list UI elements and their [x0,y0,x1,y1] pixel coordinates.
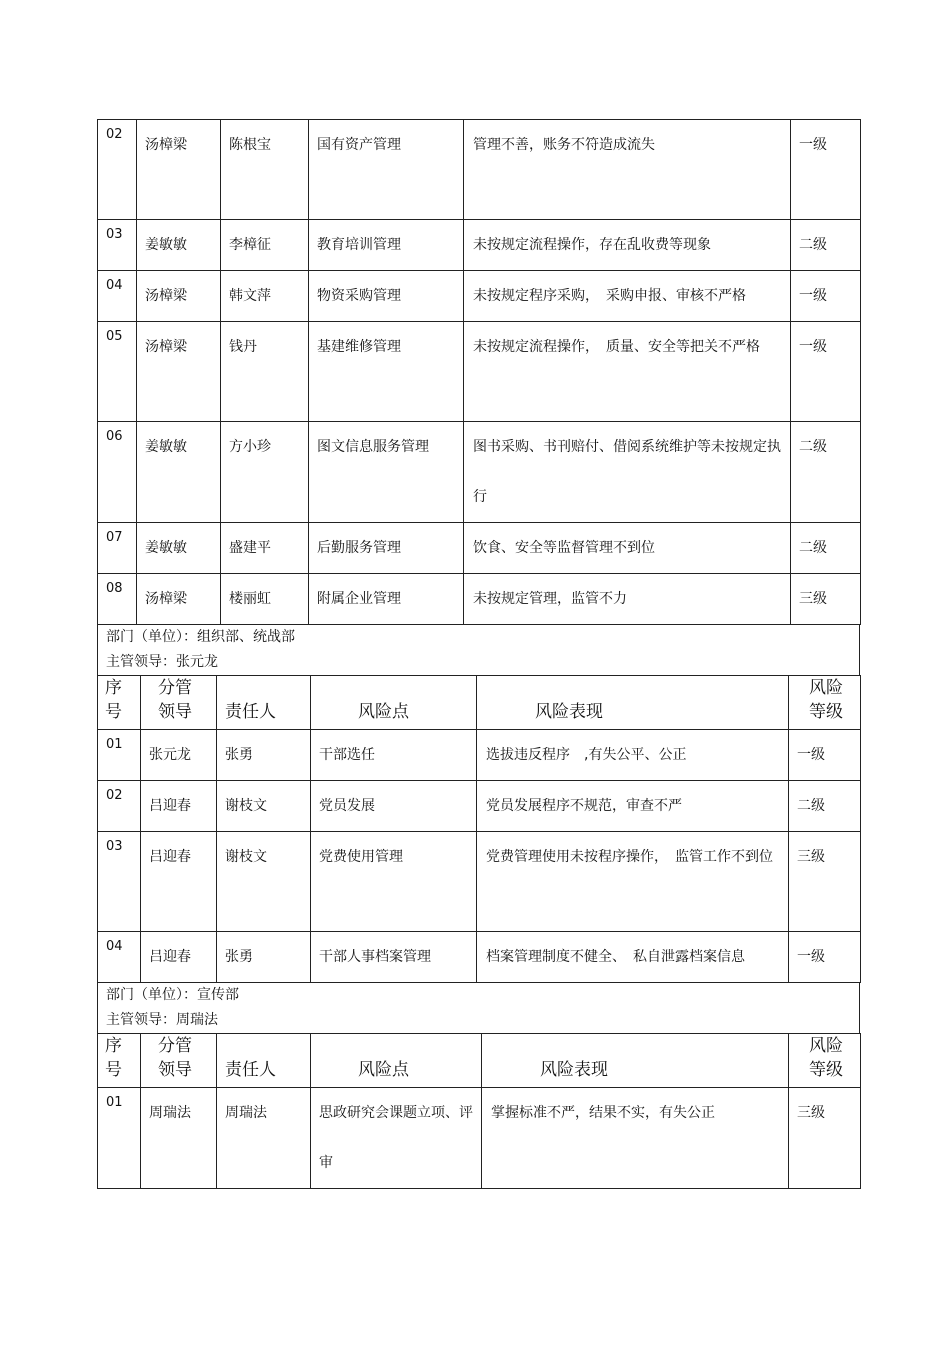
supervising-leader: 周瑞法 [141,1088,217,1189]
header-risk-point: 风险点 [311,676,477,730]
row-number: 03 [98,220,137,271]
section-info-publicity [97,983,860,1033]
header-risk-description: 风险表现 [482,1034,789,1088]
risk-point: 思政研究会课题立项、评审 [311,1088,482,1189]
department-label: 部门（单位）：组织部、统战部 [106,629,295,645]
risk-level: 一级 [791,120,861,220]
header-number: 序号 [98,676,141,730]
risk-description: 党员发展程序不规范，审查不严 [477,781,789,832]
risk-description: 掌握标准不严，结果不实，有失公正 [482,1088,789,1189]
supervising-leader: 汤樟梁 [137,322,221,422]
risk-description: 未按规定管理，监管不力 [464,574,791,625]
supervising-leader: 姜敏敏 [137,220,221,271]
risk-point: 党员发展 [311,781,477,832]
risk-point: 党费使用管理 [311,832,477,932]
supervisor-label: 主管领导：张元龙 [106,654,218,670]
risk-level: 二级 [789,781,861,832]
risk-description: 图书采购、书刊赔付、借阅系统维护等未按规定执行 [464,422,791,523]
header-risk-point: 风险点 [311,1034,482,1088]
risk-description: 未按规定程序采购， 采购申报、审核不严格 [464,271,791,322]
risk-level: 三级 [789,832,861,932]
risk-level: 一级 [791,271,861,322]
supervising-leader: 吕迎春 [141,932,217,983]
risk-level: 二级 [791,422,861,523]
risk-level: 一级 [789,730,861,781]
supervising-leader: 汤樟梁 [137,120,221,220]
department-label: 部门（单位）：宣传部 [106,987,239,1003]
risk-point: 物资采购管理 [309,271,464,322]
row-number: 01 [98,730,141,781]
table-row [98,832,861,932]
responsible-person: 谢枝文 [217,781,311,832]
table-row [98,523,861,574]
row-number: 01 [98,1088,141,1189]
header-risk-description: 风险表现 [477,676,789,730]
table-row [98,574,861,625]
risk-description: 管理不善，账务不符造成流失 [464,120,791,220]
table-row [98,781,861,832]
table-row [98,1088,861,1189]
responsible-person: 方小珍 [221,422,309,523]
table-row [98,120,861,220]
risk-table-sheet [97,119,860,1189]
risk-table-2 [97,675,861,983]
row-number: 05 [98,322,137,422]
section-info-organization [97,625,860,675]
row-number: 04 [98,932,141,983]
row-number: 07 [98,523,137,574]
risk-point: 干部选任 [311,730,477,781]
risk-description: 档案管理制度不健全、 私自泄露档案信息 [477,932,789,983]
risk-level: 二级 [791,220,861,271]
responsible-person: 陈根宝 [221,120,309,220]
risk-point: 教育培训管理 [309,220,464,271]
table-row [98,730,861,781]
risk-description: 未按规定流程操作， 质量、安全等把关不严格 [464,322,791,422]
risk-level: 二级 [791,523,861,574]
risk-level: 三级 [789,1088,861,1189]
responsible-person: 张勇 [217,730,311,781]
header-number: 序号 [98,1034,141,1088]
risk-point: 干部人事档案管理 [311,932,477,983]
supervising-leader: 姜敏敏 [137,422,221,523]
supervisor-label: 主管领导：周瑞法 [106,1012,218,1028]
row-number: 04 [98,271,137,322]
supervising-leader: 张元龙 [141,730,217,781]
risk-description: 饮食、安全等监督管理不到位 [464,523,791,574]
risk-level: 一级 [791,322,861,422]
responsible-person: 李樟征 [221,220,309,271]
risk-point: 国有资产管理 [309,120,464,220]
risk-table-1 [97,119,861,625]
responsible-person: 钱丹 [221,322,309,422]
risk-level: 三级 [791,574,861,625]
header-owner: 责任人 [217,676,311,730]
supervising-leader: 汤樟梁 [137,271,221,322]
risk-point: 附属企业管理 [309,574,464,625]
row-number: 03 [98,832,141,932]
responsible-person: 谢枝文 [217,832,311,932]
row-number: 08 [98,574,137,625]
header-risk-level: 风险等级 [789,1034,861,1088]
row-number: 06 [98,422,137,523]
risk-table-3 [97,1033,861,1189]
risk-description: 党费管理使用未按程序操作， 监管工作不到位 [477,832,789,932]
supervising-leader: 吕迎春 [141,832,217,932]
responsible-person: 韩文萍 [221,271,309,322]
header-owner: 责任人 [217,1034,311,1088]
risk-level: 一级 [789,932,861,983]
table-row [98,220,861,271]
table-row [98,271,861,322]
table-row [98,322,861,422]
table-header-row [98,1034,861,1088]
table-row [98,422,861,523]
risk-point: 图文信息服务管理 [309,422,464,523]
supervising-leader: 姜敏敏 [137,523,221,574]
supervising-leader: 汤樟梁 [137,574,221,625]
row-number: 02 [98,120,137,220]
responsible-person: 盛建平 [221,523,309,574]
table-row [98,932,861,983]
table-header-row [98,676,861,730]
header-leader: 分管领导 [141,676,217,730]
risk-description: 选拔违反程序 ,有失公平、公正 [477,730,789,781]
responsible-person: 楼丽虹 [221,574,309,625]
header-risk-level: 风险等级 [789,676,861,730]
responsible-person: 周瑞法 [217,1088,311,1189]
risk-point: 基建维修管理 [309,322,464,422]
risk-description: 未按规定流程操作，存在乱收费等现象 [464,220,791,271]
supervising-leader: 吕迎春 [141,781,217,832]
header-leader: 分管领导 [141,1034,217,1088]
row-number: 02 [98,781,141,832]
risk-point: 后勤服务管理 [309,523,464,574]
responsible-person: 张勇 [217,932,311,983]
